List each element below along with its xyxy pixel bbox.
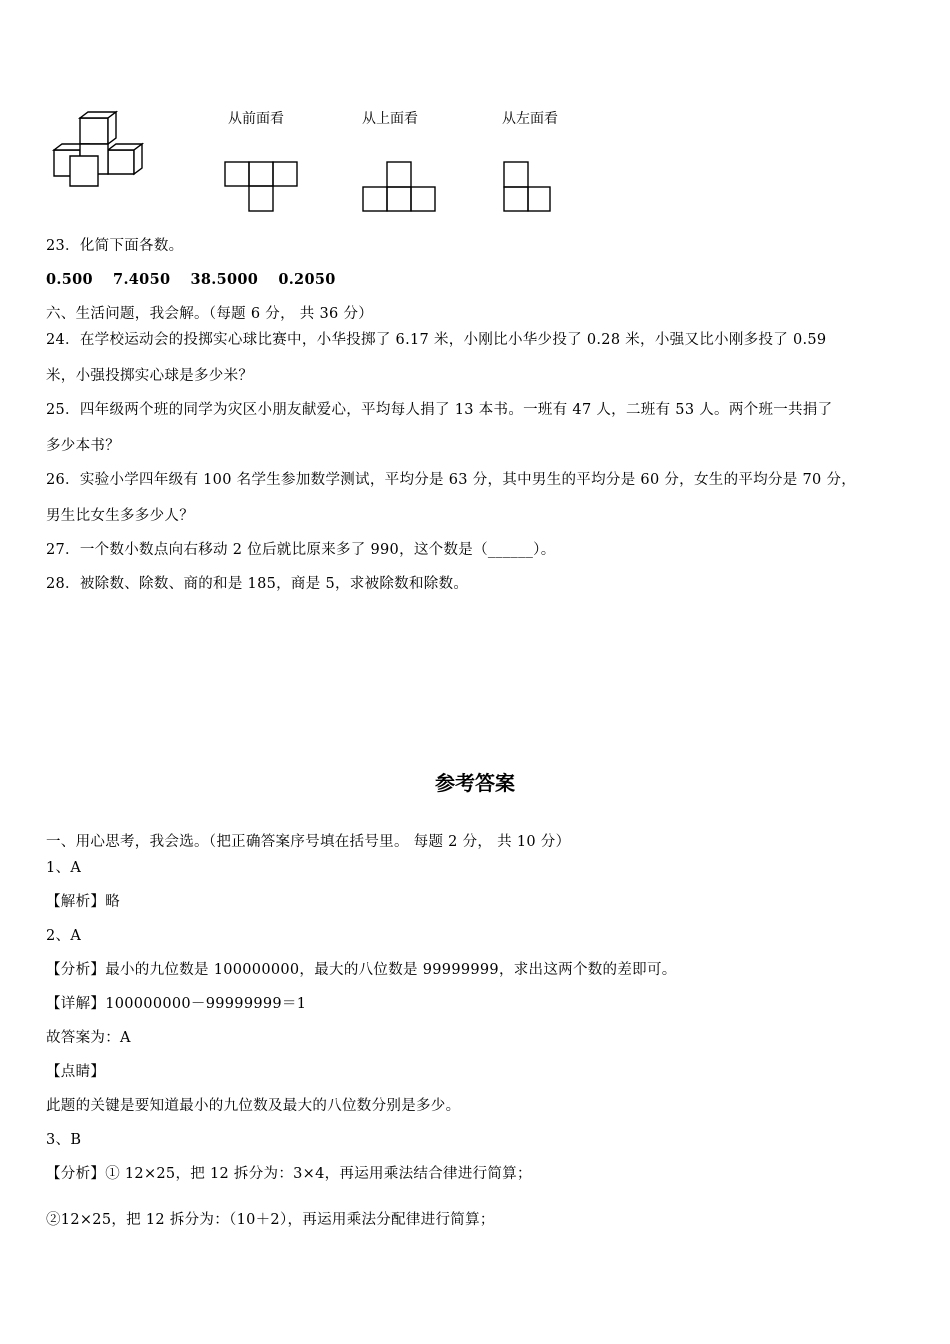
- answer-2-point: 【点睛】: [46, 1064, 106, 1080]
- left-view-diagram: [502, 160, 562, 216]
- question-24-line2: 米，小强投掷实心球是多少米？: [46, 368, 254, 384]
- answers-title: 参考答案: [435, 771, 515, 795]
- view-top-label: 从上面看: [362, 111, 418, 127]
- question-25-line1: 25．四年级两个班的同学为灾区小朋友献爱心，平均每人捐了 13 本书。一班有 47 人，二班有 53 人。两个班一共捐了: [46, 402, 833, 418]
- answer-2-answer: 故答案为：A: [46, 1030, 131, 1046]
- view-left-label: 从左面看: [502, 111, 558, 127]
- question-26-line1: 26．实验小学四年级有 100 名学生参加数学测试，平均分是 63 分，其中男生的平均分是 60 分，女生的平均分是 70 分，: [46, 472, 857, 488]
- question-26-line2: 男生比女生多多少人？: [46, 508, 194, 524]
- answers-section-1: 一、用心思考，我会选。（把正确答案序号填在括号里。 每题 2 分， 共 10 分）: [46, 834, 571, 850]
- question-28: 28．被除数、除数、商的和是 185，商是 5，求被除数和除数。: [46, 576, 469, 592]
- answer-1-note: 【解析】略: [46, 894, 120, 910]
- answer-2: 2、A: [46, 928, 82, 944]
- answer-2-point-text: 此题的关键是要知道最小的九位数及最大的八位数分别是多少。: [46, 1098, 461, 1114]
- answer-3-analysis-2: ②12×25，把 12 拆分为：（10＋2），再运用乘法分配律进行简算；: [46, 1212, 495, 1228]
- answer-1: 1、A: [46, 860, 82, 876]
- question-23-values: 0.500 7.4050 38.5000 0.2050: [46, 271, 336, 288]
- question-24-line1: 24．在学校运动会的投掷实心球比赛中，小华投掷了 6.17 米，小刚比小华少投了 0.28 米，小强又比小刚多投了 0.59: [46, 332, 827, 348]
- cube-stack-figure: [50, 110, 150, 190]
- answer-3: 3、B: [46, 1132, 82, 1148]
- answer-2-detail: 【详解】100000000－99999999＝1: [46, 996, 307, 1012]
- question-27: 27．一个数小数点向右移动 2 位后就比原来多了 990，这个数是（______）。: [46, 542, 556, 558]
- question-25-line2: 多少本书？: [46, 438, 120, 454]
- section-6-heading: 六、生活问题，我会解。（每题 6 分， 共 36 分）: [46, 306, 374, 322]
- view-front-label: 从前面看: [228, 111, 284, 127]
- answer-2-analysis: 【分析】最小的九位数是 100000000，最大的八位数是 99999999，求出这两个数的差即可。: [46, 962, 677, 978]
- question-23: 23．化简下面各数。: [46, 238, 184, 254]
- top-view-diagram: [362, 160, 442, 216]
- front-view-diagram: [224, 160, 304, 216]
- answer-3-analysis: 【分析】① 12×25，把 12 拆分为：3×4，再运用乘法结合律进行简算；: [46, 1166, 532, 1182]
